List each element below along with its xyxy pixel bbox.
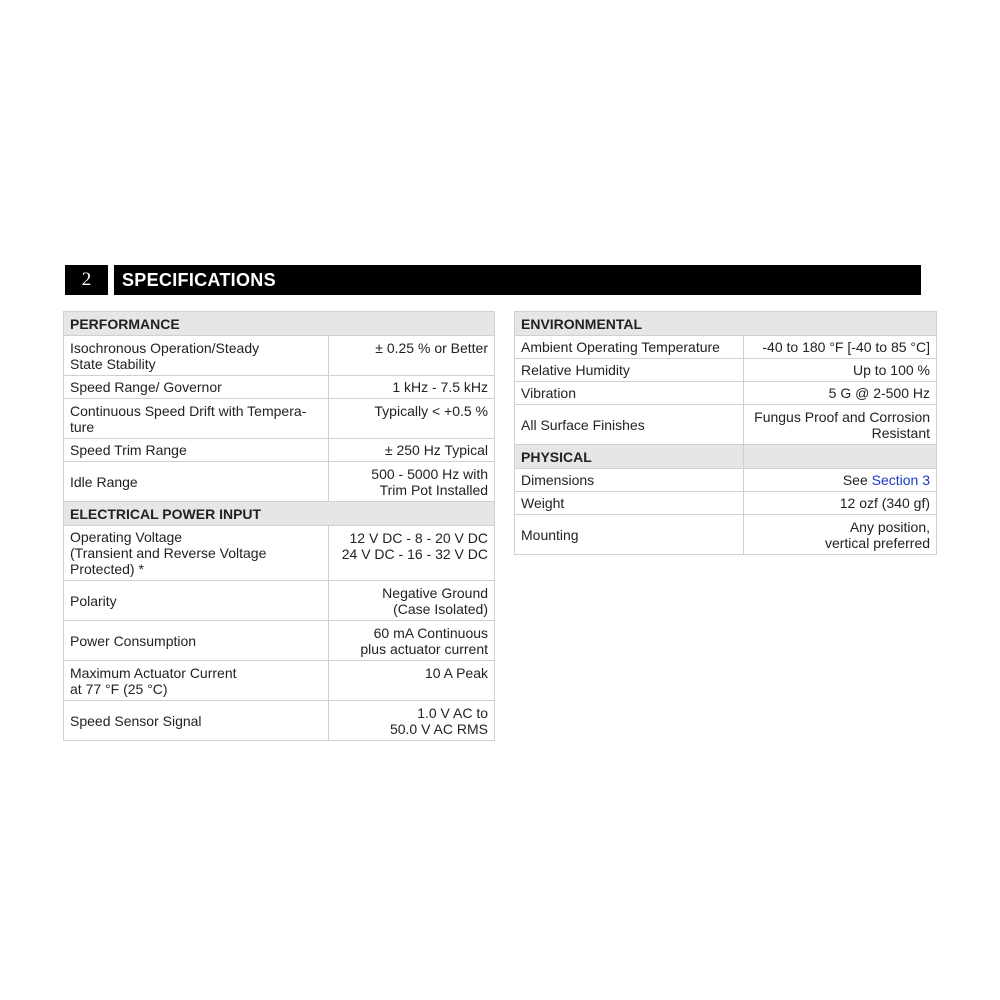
physical-header: [515, 445, 937, 469]
section-heading-blank: [744, 445, 937, 469]
spec-value: Up to 100 %: [744, 359, 937, 382]
spec-value: 1.0 V AC to 50.0 V AC RMS: [329, 701, 495, 741]
spec-label: Power Consumption: [64, 621, 329, 661]
spec-label: Ambient Operating Temperature: [515, 336, 744, 359]
spec-label: Idle Range: [64, 462, 329, 502]
spec-value: 12 V DC - 8 - 20 V DC 24 V DC - 16 - 32 V DC: [329, 526, 495, 581]
section-heading: PHYSICAL: [515, 445, 744, 469]
table-row: [515, 405, 937, 445]
table-row: [64, 701, 495, 741]
spec-label: Isochronous Operation/Steady State Stability: [64, 336, 329, 376]
spec-value: ± 0.25 % or Better: [329, 336, 495, 376]
table-row: [515, 382, 937, 405]
spec-label: Speed Sensor Signal: [64, 701, 329, 741]
table-row: [64, 526, 495, 581]
spec-value: 12 ozf (340 gf): [744, 492, 937, 515]
table-row: [64, 581, 495, 621]
table-row: [64, 336, 495, 376]
table-row: [515, 336, 937, 359]
spec-label: Dimensions: [515, 469, 744, 492]
section-heading: ENVIRONMENTAL: [515, 312, 937, 336]
right-spec-table: [514, 311, 937, 555]
spec-label: All Surface Finishes: [515, 405, 744, 445]
spec-value: Any position, vertical preferred: [744, 515, 937, 555]
table-row: [64, 439, 495, 462]
spec-value: -40 to 180 °F [-40 to 85 °C]: [744, 336, 937, 359]
table-row: [515, 469, 937, 492]
spec-value: 10 A Peak: [329, 661, 495, 701]
section-header: [65, 265, 921, 295]
spec-value-prefix: See: [842, 472, 872, 488]
spec-value: 500 - 5000 Hz with Trim Pot Installed: [329, 462, 495, 502]
spec-label: Maximum Actuator Current at 77 °F (25 °C): [64, 661, 329, 701]
table-row: [515, 359, 937, 382]
spec-label: Polarity: [64, 581, 329, 621]
spec-label: Weight: [515, 492, 744, 515]
spec-value: Negative Ground (Case Isolated): [329, 581, 495, 621]
spec-label: Speed Range/ Governor: [64, 376, 329, 399]
environmental-header: [515, 312, 937, 336]
section-heading: PERFORMANCE: [64, 312, 495, 336]
table-row: [515, 515, 937, 555]
left-spec-table: [63, 311, 495, 741]
spec-label: Operating Voltage (Transient and Reverse Voltage Protected) *: [64, 526, 329, 581]
spec-value: [744, 469, 937, 492]
spec-value: 5 G @ 2-500 Hz: [744, 382, 937, 405]
section-title: SPECIFICATIONS: [114, 265, 921, 295]
spec-value: 60 mA Continuous plus actuator current: [329, 621, 495, 661]
table-row: [64, 376, 495, 399]
table-row: [64, 661, 495, 701]
table-row: [64, 399, 495, 439]
electrical-header: [64, 502, 495, 526]
section-number: 2: [65, 265, 108, 295]
section-3-link[interactable]: Section 3: [871, 472, 931, 488]
spec-value: Fungus Proof and Corrosion Resistant: [744, 405, 937, 445]
spec-value: 1 kHz - 7.5 kHz: [329, 376, 495, 399]
spec-label: Continuous Speed Drift with Tempera- ture: [64, 399, 329, 439]
spec-label: Speed Trim Range: [64, 439, 329, 462]
spec-label: Vibration: [515, 382, 744, 405]
spec-label: Mounting: [515, 515, 744, 555]
table-row: [64, 462, 495, 502]
table-row: [515, 492, 937, 515]
table-row: [64, 621, 495, 661]
performance-header: [64, 312, 495, 336]
section-heading: ELECTRICAL POWER INPUT: [64, 502, 495, 526]
spec-label: Relative Humidity: [515, 359, 744, 382]
spec-value: Typically < +0.5 %: [329, 399, 495, 439]
spec-value: ± 250 Hz Typical: [329, 439, 495, 462]
